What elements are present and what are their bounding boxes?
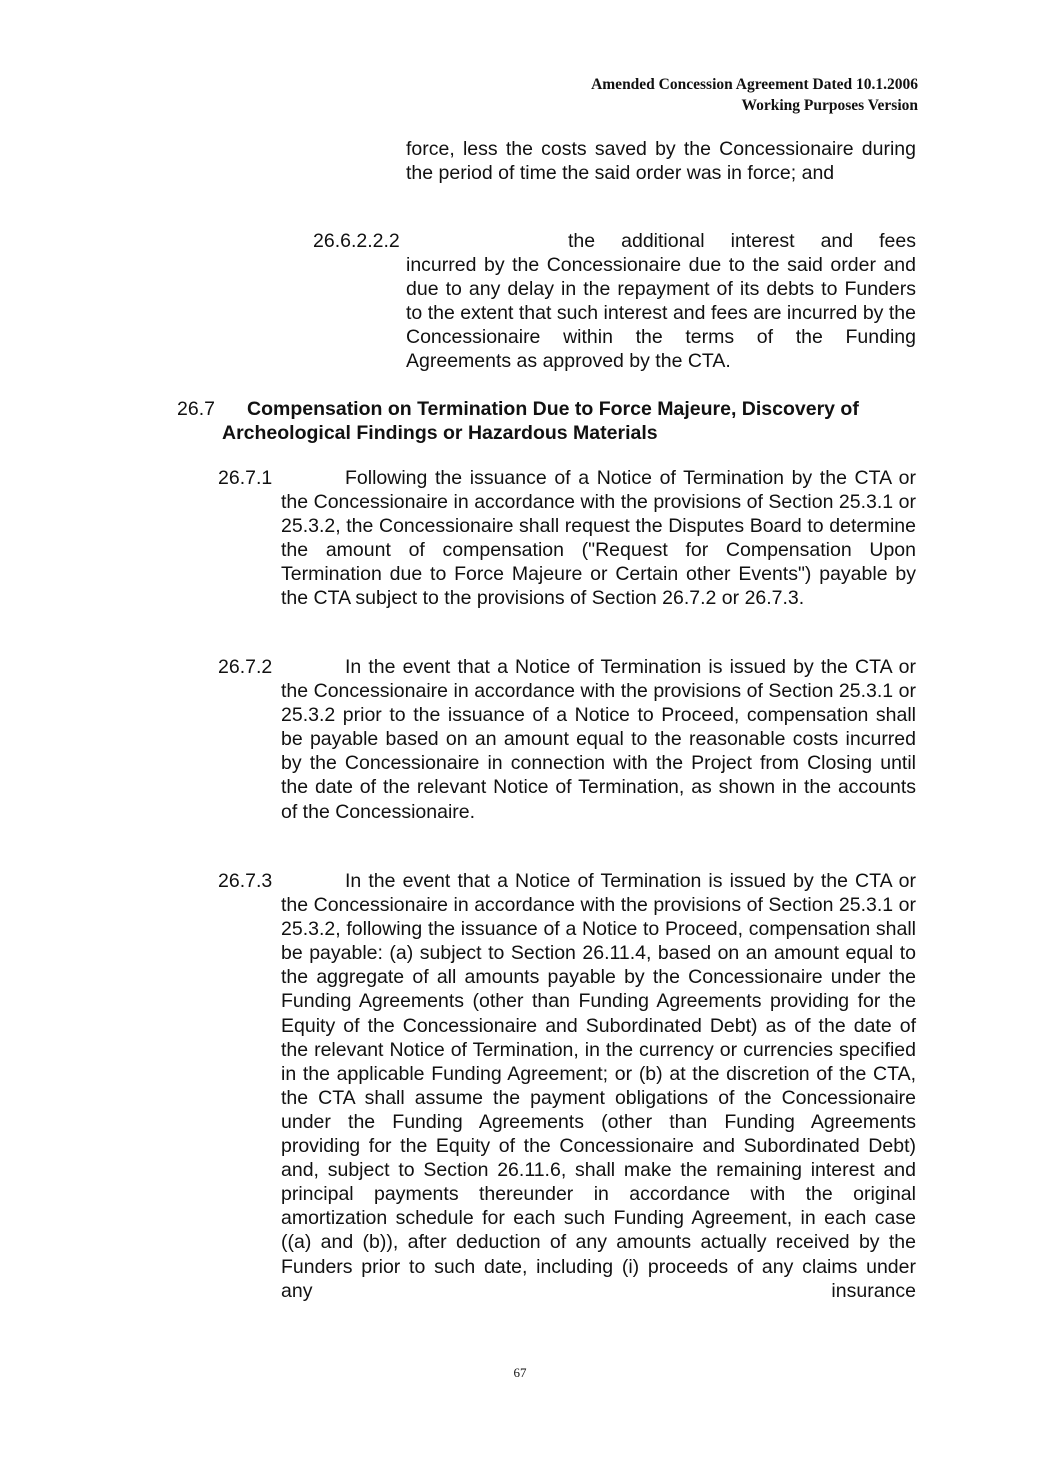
header-title: Amended Concession Agreement Dated 10.1.2006 [591, 76, 918, 93]
clause-number-26-7-2: 26.7.2 [218, 656, 273, 678]
clause-26-6-2-2-2-first-line: the additional interest and fees [568, 230, 916, 252]
document-header [591, 74, 918, 116]
clause-26-6-2-2-2-body: incurred by the Concessionaire due to the said order and due to any delay in the repayment of its debts to Funders to the extent that such interest and fees are incurred by the Concessionaire within the terms of the Funding Agreements as approved by the CTA. [406, 254, 916, 373]
page-number: 67 [513, 1365, 527, 1380]
clause-number-26-7-1: 26.7.1 [218, 467, 273, 489]
clause-26-7-3-text: In the event that a Notice of Termination is issued by the CTA or the Concessionaire in accordance with the provisions of Section 25.3.1 or 25.3.2, following the issuance of a Notice to Proceed, compensation shall be payable: (a) subject to Section 26.11.4, based on an amount equal to the aggregate of all amounts payable by the Concessionaire under the Funding Agreements (other than Funding Agreements providing for the Equity of the Concessionaire and Subordinated Debt) as of the date of the relevant Notice of Termination, in the currency or currencies specified in the applicable Funding Agreement; or (b) at the discretion of the CTA, the CTA shall assume the payment obligations of the Concessionaire under the Funding Agreements (other than Funding Agreements providing for the Equity of the Concessionaire and Subordinated Debt) and, subject to Section 26.11.6, shall make the remaining interest and principal payments thereunder in accordance with the original amortization schedule for each such Funding Agreement, in each case ((a) and (b)), after deduction of any amounts actually received by the Funders prior to such date, including (i) proceeds of any claims under any insurance [281, 870, 916, 1302]
section-title-line-1: Compensation on Termination Due to Force Majeure, Discovery of [247, 398, 859, 420]
continuation-paragraph: force, less the costs saved by the Concessionaire during the period of time the said order was in force; and [406, 138, 916, 185]
section-number-26-7: 26.7 [177, 398, 215, 420]
header-version: Working Purposes Version [741, 97, 918, 114]
clause-number-26-6-2-2-2: 26.6.2.2.2 [313, 230, 400, 252]
section-title-line-2: Archeological Findings or Hazardous Materials [222, 422, 658, 444]
clause-number-26-7-3: 26.7.3 [218, 870, 273, 892]
clause-26-7-1-text: Following the issuance of a Notice of Termination by the CTA or the Concessionaire in accordance with the provisions of Section 25.3.1 or 25.3.2, the Concessionaire shall request the Disputes Board to determine the amount of compensation ("Request for Compensation Upon Termination due to Force Majeure or Certain other Events") payable by the CTA subject to the provisions of Section 26.7.2 or 26.7.3. [281, 467, 916, 610]
clause-26-7-2-text: In the event that a Notice of Termination is issued by the CTA or the Concessionaire in accordance with the provisions of Section 25.3.1 or 25.3.2 prior to the issuance of a Notice to Proceed, compensation shall be payable based on an amount equal to the reasonable costs incurred by the Concessionaire in connection with the Project from Closing until the date of the relevant Notice of Termination, as shown in the accounts of the Concessionaire. [281, 656, 916, 823]
